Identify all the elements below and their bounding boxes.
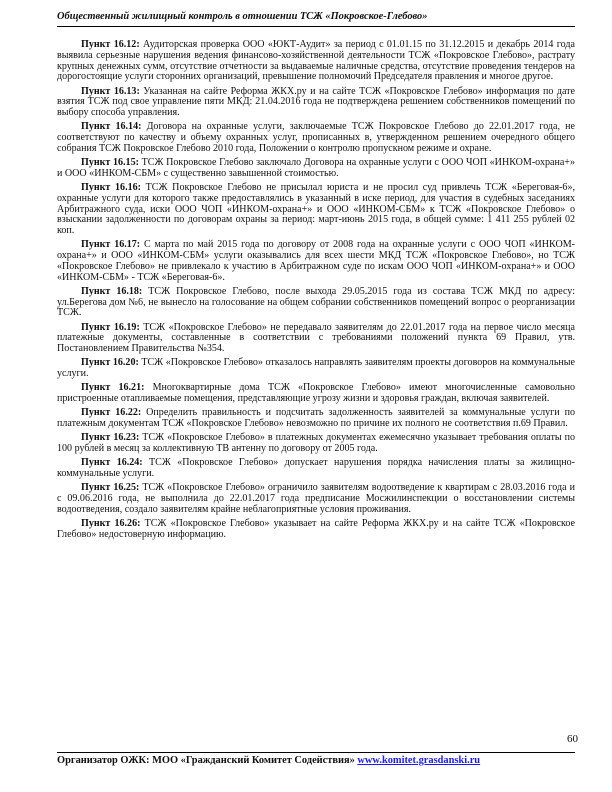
paragraph-16-15 [57, 158, 575, 180]
paragraph-text: Аудиторская проверка ООО «ЮКТ-Аудит» за период с 01.01.15 по 31.12.2015 и декабрь 2014 года выявила серьезные нарушения ведения финансово-хозяйственной деятельности ТСЖ «Покровское Глебово», растрату крупных денежных сумм, отсутствие отчетности за выдаваемые наличные средства, отсутствие проведения тендеров на дорогостоящие услуги сторонних организаций, превышение полномочий Председателя правления и многое другое. [57, 39, 575, 83]
paragraph-label: Пункт 16.17: [81, 239, 141, 251]
page-number: 60 [567, 733, 578, 745]
paragraph-label: Пункт 16.21: [81, 382, 145, 394]
paragraph-label: Пункт 16.19: [81, 321, 140, 333]
paragraph-label: Пункт 16.23: [81, 432, 140, 444]
paragraph-text: ТСЖ Покровское Глебово, после выхода 29.05.2015 года из состава ТСЖ МКД по адресу: ул.Берегова дом №6, не вынесло на голосование на общем собрании собственников помещений вопрос о реорганизации ТСЖ. [57, 285, 575, 319]
paragraph-16-18 [57, 287, 575, 319]
paragraph-text: ТСЖ «Покровское Глебово» отказалось направлять заявителям проекты договоров на коммунальные услуги. [57, 357, 575, 379]
footer [57, 755, 575, 766]
footer-divider [57, 752, 575, 753]
paragraph-16-22 [57, 408, 575, 430]
paragraph-16-23 [57, 433, 575, 455]
paragraph-16-24 [57, 458, 575, 480]
paragraph-text: Многоквартирные дома ТСЖ «Покровское Глебово» имеют многочисленные самовольно пристроенные отапливаемые помещения, представляющие угрозу жизни и здоровья граждан, включая заявителей. [57, 382, 575, 404]
paragraph-16-16 [57, 183, 575, 237]
paragraph-16-13 [57, 87, 575, 119]
paragraph-label: Пункт 16.13: [81, 85, 140, 97]
paragraph-16-20 [57, 358, 575, 380]
paragraph-16-26 [57, 519, 575, 541]
paragraph-text: С марта по май 2015 года по договору от 2008 года на охранные услуги с ООО ЧОП «ИНКОМ-охрана+» и ООО «ИНКОМ-СБМ» услуги оказывались для всех шести МКД ТСЖ «Покровское Глебово», но ТСЖ «Покровское Глебово» не привлекало к участию в Арбитражном суде по искам ООО ЧОП «ИНКОМ-охрана+» и ООО «ИНКОМ-СБМ» - ТСЖ «Береговая-6». [57, 239, 575, 283]
paragraph-text: Договора на охранные услуги, заключаемые ТСЖ Покровское Глебово до 22.01.2017 года, не соответствуют по качеству и объему охранных услуг, прописанных в, утвержденном решением очередного общего собрания ТСЖ Покровское Глебово 2010 года, Положении о контролю пропускном режиме и охране. [57, 121, 575, 154]
document-body [57, 40, 575, 544]
paragraph-label: Пункт 16.12: [81, 39, 140, 50]
paragraph-16-17 [57, 240, 575, 283]
paragraph-label: Пункт 16.22: [81, 407, 142, 419]
paragraph-16-14 [57, 122, 575, 154]
paragraph-label: Пункт 16.14: [81, 121, 142, 133]
paragraph-text: ТСЖ «Покровское Глебово» ограничило заявителям водоотведение к квартирам с 28.03.2016 года и с 09.06.2016 года, не выполнила до 22.01.2017 года предписание Мосжилинспекции о восстановлении системы водоотведения, создало заявителям крайне неблагоприятные условия проживания. [57, 482, 575, 515]
paragraph-16-19 [57, 323, 575, 355]
paragraph-16-25 [57, 483, 575, 515]
paragraph-text: ТСЖ «Покровское Глебово» указывает на сайте Реформа ЖКХ.ру и на сайте ТСЖ «Покровское Глебово» недостоверную информацию. [57, 518, 575, 540]
paragraph-label: Пункт 16.24: [81, 457, 143, 469]
paragraph-label: Пункт 16.20: [81, 357, 139, 369]
paragraph-text: ТСЖ Покровское Глебово не присылал юриста и не просил суд привлечь ТСЖ «Береговая-6», охранные услуги для которого также предоставлялись в указанный в иске период, для участия в судебных заседаниях Арбитражного суда, иски ООО ЧОП «ИНКОМ-охрана+» и ООО «ИНКОМ-СБМ» к ТСЖ «Покровское Глебово» о взыскании задолженности по договорам охраны за период: март-июнь 2015 года, в общей сумме: 1 411 255 рублей 02 коп. [57, 182, 575, 236]
header-title: Общественный жилищный контроль в отношении ТСЖ «Покровское-Глебово» [57, 11, 428, 22]
paragraph-text: ТСЖ Покровское Глебово заключало Договора на охранные услуги с ООО ЧОП «ИНКОМ-охрана+» и ООО «ИНКОМ-СБМ» с существенно завышенной стоимостью. [57, 157, 575, 179]
paragraph-label: Пункт 16.18: [81, 285, 143, 297]
header-divider [57, 26, 575, 27]
paragraph-16-21 [57, 383, 575, 405]
paragraph-label: Пункт 16.16: [81, 182, 141, 193]
paragraph-text: Указанная на сайте Реформа ЖКХ.ру и на сайте ТСЖ «Покровское Глебово» информация по дате взятия ТСЖ под свое управление пяти МКД: 21.04.2016 года не подтверждена решением собственников помещений по выбору способа управления. [57, 85, 575, 118]
paragraph-label: Пункт 16.26: [81, 518, 141, 529]
paragraph-text: ТСЖ «Покровское Глебово» допускает нарушения порядка начисления платы за жилищно-коммунальные услуги. [57, 457, 575, 479]
paragraph-text: Определить правильность и подсчитать задолженность заявителей за коммунальные услуги по платежным документам ТСЖ «Покровское Глебово» невозможно по причине их полного не соответствия п.69 Правил. [57, 407, 575, 429]
paragraph-label: Пункт 16.25: [81, 482, 140, 494]
paragraph-text: ТСЖ «Покровское Глебово» не передавало заявителям до 22.01.2017 года на первое число месяца платежные документы, составленные в соответствии с требованиями положений пункта 69 Правил, утв. Постановлением Правительства №354. [57, 321, 575, 354]
footer-organizer: Организатор ОЖК: МОО «Гражданский Комитет Содействия» [57, 755, 355, 766]
footer-website-link[interactable]: www.komitet.grasdanski.ru [357, 755, 481, 766]
paragraph-text: ТСЖ «Покровское Глебово» в платежных документах ежемесячно указывает требования оплаты по 100 рублей в месяц за коллективную ТВ антенну по договору от 2005 года. [57, 432, 575, 454]
paragraph-16-12 [57, 40, 575, 83]
paragraph-label: Пункт 16.15: [81, 157, 139, 168]
